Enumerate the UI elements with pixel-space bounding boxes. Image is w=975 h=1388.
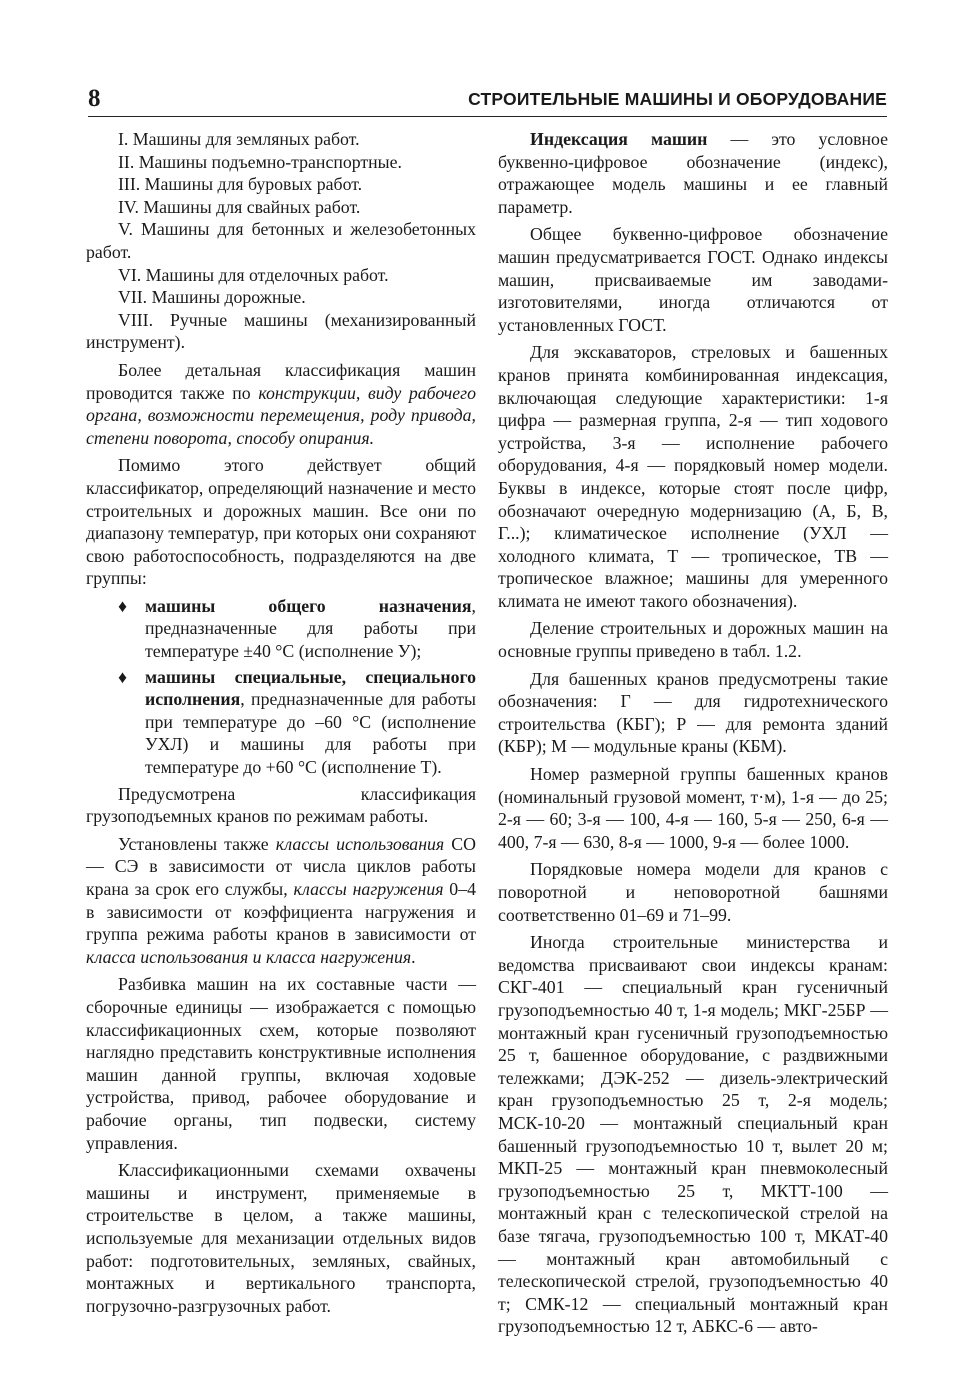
paragraph-crane-modes: Предусмотрена классификация грузоподъемных кранов по режимам работы. bbox=[86, 783, 476, 827]
paragraph-indexing: Индексация машин — это условное буквенно-цифровое обозначение (индекс), отражающее модель машины и ее главный параметр. bbox=[498, 129, 889, 217]
group-item: I. Машины для земляных работ. bbox=[118, 129, 360, 149]
paragraph-usage-classes: Установлены также классы использования СО — СЭ в зависимости от числа циклов работы крана за срок его службы, классы нагружения 0–4 в зависимости от коэффициента нагружения и группа режима работы кранов в зависимости от класса использования и класса нагружения. bbox=[86, 833, 476, 967]
group-item: V. Машины для бетонных и железобетонных работ. bbox=[86, 219, 476, 262]
bullet-list bbox=[86, 595, 476, 779]
running-title: СТРОИТЕЛЬНЫЕ МАШИНЫ И ОБОРУДОВАНИЕ bbox=[468, 89, 887, 109]
page-number: 8 bbox=[88, 85, 101, 112]
paragraph-general-classifier: Помимо этого действует общий классификатор, определяющий назначение и место строительных и дорожных машин. Все они по диапазону температур, при которых они сохраняют свою работоспособность, подразделяются на две группы: bbox=[86, 455, 476, 589]
diamond-bullet-icon: ♦ bbox=[118, 595, 128, 616]
bullet-item: ♦ машины общего назначения, предназначенные для работы при температуре ±40 °С (исполнение У); bbox=[118, 595, 476, 662]
bullet-item: ♦ машины специальные, специального исполнения, предназначенные для работы при температуре до –60 °С (исполнение УХЛ) и машины для работы при температуре до +60 °С (исполнение Т). bbox=[118, 666, 476, 778]
paragraph-gost: Общее буквенно-цифровое обозначение машин предусматривается ГОСТ. Однако индексы машин, присваиваемые им заводами-изготовителями, иногда отличаются от установленных ГОСТ. bbox=[498, 224, 888, 335]
paragraph-ministry-indices: Иногда строительные министерства и ведомства присваивают свои индексы кранам: СКГ-401 — специальный кран гусеничный грузоподъемностью 40 т, 1-я модель; МКГ-25БР — монтажный кран гусеничный грузоподъемностью 25 т, башенное оборудование, с раздвижными тележками; ДЭК-252 — дизель-электрический кран грузоподъемностью 25 т, 2-я модель; МСК-10-20 — монтажный специальный кран башенный грузоподъемностью 10 т, вылет 20 м; МКП-25 — монтажный кран пневмоколесный грузоподъемностью 25 т, МКТТ-100 — монтажный кран с телескопической стрелой на базе тягача, грузоподъемностью 100 т, МКАТ-40 — монтажный кран автомобильный с телескопической стрелой, грузоподъемностью 40 т; СМК-12 — специальный монтажный кран грузоподъемностью 12 т, АБКС-6 — авто- bbox=[498, 932, 888, 1337]
left-column bbox=[86, 128, 476, 1322]
paragraph-tower-crane-marks: Для башенных кранов предусмотрены такие обозначения: Г — для гидротехнического строительства (КБГ); Р — для ремонта зданий (КБР); М — модульные краны (КБМ). bbox=[498, 668, 888, 757]
header-rule bbox=[88, 116, 887, 117]
paragraph-serial-numbers: Порядковые номера модели для кранов с поворотной и неповоротной башнями соответственно 01–69 и 71–99. bbox=[498, 859, 888, 925]
paragraph-size-group: Номер размерной группы башенных кранов (номинальный грузовой момент, т·м), 1-я — до 25; 2-я — 60; 3-я — 100, 4-я — 160, 5-я — 250, 6-я — 400, 7-я — 630, 8-я — 1000, 9-я — более 1000. bbox=[498, 764, 888, 852]
group-item: II. Машины подъемно-транспортные. bbox=[118, 151, 402, 172]
group-item: VI. Машины для отделочных работ. bbox=[118, 264, 389, 285]
group-item: III. Машины для буровых работ. bbox=[118, 174, 363, 195]
right-column bbox=[498, 128, 888, 1343]
group-item: IV. Машины для свайных работ. bbox=[118, 196, 361, 217]
page-header bbox=[88, 86, 887, 112]
diamond-bullet-icon: ♦ bbox=[118, 666, 128, 687]
group-item: VII. Машины дорожные. bbox=[118, 287, 306, 308]
paragraph-combined-indexing: Для экскаваторов, стреловых и башенных кранов принята комбинированная индексация, включающая следующие характеристики: 1-я цифра — размерная группа, 2-я — тип ходового устройства, 3-я — исполнение рабочего оборудования, 4-я — порядковый номер модели. Буквы в индексе, которые стоят после цифр, обозначают очередную модернизацию (А, Б, В, Г...); климатическое исполнение (УХЛ — холодного климата, Т — тропическое, ТВ — тропическое влажное; машины для умеренного климата не имеют такого обозначения). bbox=[498, 342, 888, 611]
paragraph-assembly-units: Разбивка машин на их составные части — сборочные единицы — изображается с помощью классификационных схем, которые позволяют наглядно представить конструктивные исполнения машин данной группы, включая ходовые устройства, привод, рабочее оборудование и рабочие органы, тип подвески, систему управления. bbox=[86, 974, 476, 1153]
paragraph-classification-schemes: Классификационными схемами охвачены машины и инструмент, применяемые в строительстве в целом, а также машины, используемые для механизации отдельных видов работ: подготовительных, земляных, свайных, монтажных и вертикального транспорта, погрузочно-разгрузочных работ. bbox=[86, 1160, 476, 1316]
paragraph-detailed-classification: Более детальная классификация машин проводится также по конструкции, виду рабочего органа, возможности перемещения, роду привода, степени поворота, способу опирания. bbox=[86, 359, 477, 448]
paragraph-table-reference: Деление строительных и дорожных машин на основные группы приведено в табл. 1.2. bbox=[498, 618, 888, 662]
group-item: VIII. Ручные машины (механизированный инструмент). bbox=[86, 309, 476, 353]
